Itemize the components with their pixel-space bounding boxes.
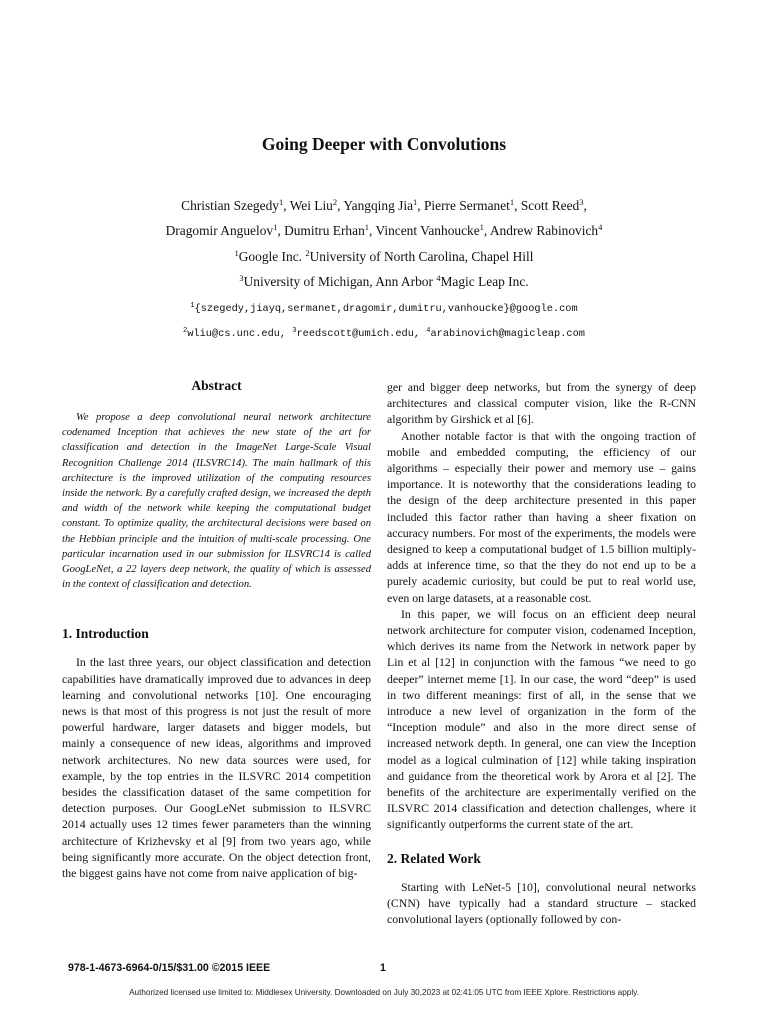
paper-title: Going Deeper with Convolutions [261, 134, 507, 154]
email-line-2 [0, 327, 768, 341]
intro-paragraph-2: Another notable factor is that with the ongoing traction of mobile and embedded computing, the efficiency of our algorithms – especially their power and memory use – gains importance. It is noteworthy that the considerations leading to the design of the deep architecture presented in this paper included this factor rather than having a sheer fixation on accuracy numbers. For most of the experiments, the models were designed to keep a computational budget of 1.5 billion multiply-adds at inference time, so that the they do not end up to be a purely academic curiosity, but could be put to real world use, even on large datasets, at a reasonable cost. [387, 428, 696, 605]
author-name: Andrew Rabinovich [489, 223, 599, 238]
intro-paragraph-3: In this paper, we will focus on an efficient deep neural network architecture for computer vision, codenamed Inception, which derives its name from the Network in network paper by Lin et al [12] in conjunction with the famous “we need to go deeper” internet meme [1]. In our case, the word “deep” is used in two different meanings: first of all, in the sense that we introduce a new level of organization in the form of the “Inception module” and also in the more direct sense of increased network depth. In general, one can view the Inception model as a logical culmination of [12] while taking inspiration and guidance from the theoretical work by Arora et al [2]. The benefits of the architecture are experimentally verified on the ILSVRC 2014 classification and detection challenges, where it significantly outperforms the current state of the art. [387, 606, 696, 832]
author-affiliation-mark: 1 [479, 222, 484, 232]
author-affiliation-mark: 4 [598, 222, 603, 232]
email-text: wliu@cs.unc.edu, [187, 328, 293, 340]
abstract-heading: Abstract [191, 378, 242, 393]
author-separator: , [483, 223, 490, 238]
author-separator: , [514, 198, 521, 213]
email-mark: 2 [183, 327, 188, 335]
intro-paragraph-1: In the last three years, our object classification and detection capabilities have dramatically improved due to advances in deep learning and convolutional networks [10]. One encouraging news is that most of this progress is not just the result of more powerful hardware, larger datasets and bigger models, but mainly a consequence of new ideas, algorithms and improved network architectures. No new data sources were used, for example, by the top entries in the ILSVRC 2014 competition besides the classification dataset of the same competition for detection purposes. Our GoogLeNet submission to ILSVRC 2014 actually uses 12 times fewer parameters than the winning architecture of Krizhevsky et al [9] from two years ago, while being significantly more accurate. On the object detection front, the biggest gains have not come from naive application of big- [62, 655, 371, 881]
author-name: Pierre Sermanet [423, 198, 510, 213]
author-name: Scott Reed [520, 198, 580, 213]
affiliation-mark: 4 [436, 273, 441, 283]
left-column [62, 378, 371, 881]
license-notice: Authorized licensed use limited to: Middlesex University. Downloaded on July 30,2023 at 02:41:05 UTC from IEEE Xplore. Restrictions apply. [129, 988, 639, 997]
affiliation-mark: 3 [239, 273, 244, 283]
author-affiliation-mark: 1 [509, 197, 515, 207]
email-mark: 1 [190, 302, 195, 310]
author-line-1 [0, 198, 768, 214]
section-heading-related-work: 2. Related Work [387, 850, 481, 866]
affiliation-mark: 1 [234, 248, 239, 258]
email-mark: 4 [426, 327, 431, 335]
author-affiliation-mark: 1 [273, 222, 278, 232]
author-separator: , [337, 198, 344, 213]
author-separator: , [283, 198, 290, 213]
author-name: Christian Szegedy [181, 198, 279, 213]
email-text: arabinovich@magicleap.com [430, 328, 585, 340]
author-affiliation-mark: 3 [579, 197, 584, 207]
author-name: Dragomir Anguelov [165, 223, 274, 238]
related-work-paragraph-1: Starting with LeNet-5 [10], convolutional neural networks (CNN) have typically had a standard structure – stacked convolutional layers (optionally followed by con- [387, 879, 696, 927]
page-number: 1 [380, 962, 386, 974]
email-mark: 3 [292, 327, 297, 335]
author-name: Dumitru Erhan [284, 223, 365, 238]
author-separator: , [277, 223, 285, 238]
affiliation-mark: 2 [305, 248, 310, 258]
author-line-2 [0, 223, 768, 239]
abstract-text: We propose a deep convolutional neural network architecture codenamed Inception that achieves the new state of the art for classification and detection in the ImageNet Large-Scale Visual Recognition Challenge 2014 (ILSVRC14). The main hallmark of this architecture is the improved utilization of the computing resources inside the network. By a carefully crafted design, we increased the depth and width of the network while keeping the computational budget constant. To optimize quality, the architectural decisions were based on the Hebbian principle and the intuition of multi-scale processing. One particular incarnation used in our submission for ILSVRC14 is called GoogLeNet, a 22 layers deep network, the quality of which is assessed in the context of classification and detection. [62, 412, 371, 591]
author-affiliation-mark: 1 [364, 222, 370, 232]
email-text: reedscott@umich.edu, [296, 328, 427, 340]
author-affiliation-mark: 1 [413, 197, 418, 207]
affiliation-text: Magic Leap Inc. [440, 274, 529, 289]
affiliation-text: Google Inc. [238, 249, 306, 264]
affiliation-line-2 [0, 274, 768, 290]
affiliation-line-1 [0, 249, 768, 265]
right-column [387, 379, 696, 927]
footer-copyright: 978-1-4673-6964-0/15/$31.00 ©2015 IEEE [68, 962, 271, 974]
email-text: {szegedy,jiayq,sermanet,dragomir,dumitru,vanhoucke}@google.com [194, 303, 578, 315]
author-separator: , [417, 198, 424, 213]
email-line-1 [0, 302, 768, 316]
author-affiliation-mark: 2 [332, 197, 338, 207]
author-separator: , [583, 198, 587, 213]
affiliation-text: University of North Carolina, Chapel Hill [309, 249, 534, 264]
section-heading-introduction: 1. Introduction [62, 626, 149, 642]
affiliation-text: University of Michigan, Ann Arbor [243, 274, 437, 289]
author-name: Yangqing Jia [343, 198, 414, 213]
author-name: Vincent Vanhoucke [375, 223, 480, 238]
author-name: Wei Liu [289, 198, 333, 213]
intro-paragraph-continued: ger and bigger deep networks, but from the synergy of deep architectures and classical computer vision, like the R-CNN algorithm by Girshick et al [6]. [387, 380, 696, 427]
author-separator: , [369, 223, 376, 238]
author-affiliation-mark: 1 [278, 197, 284, 207]
